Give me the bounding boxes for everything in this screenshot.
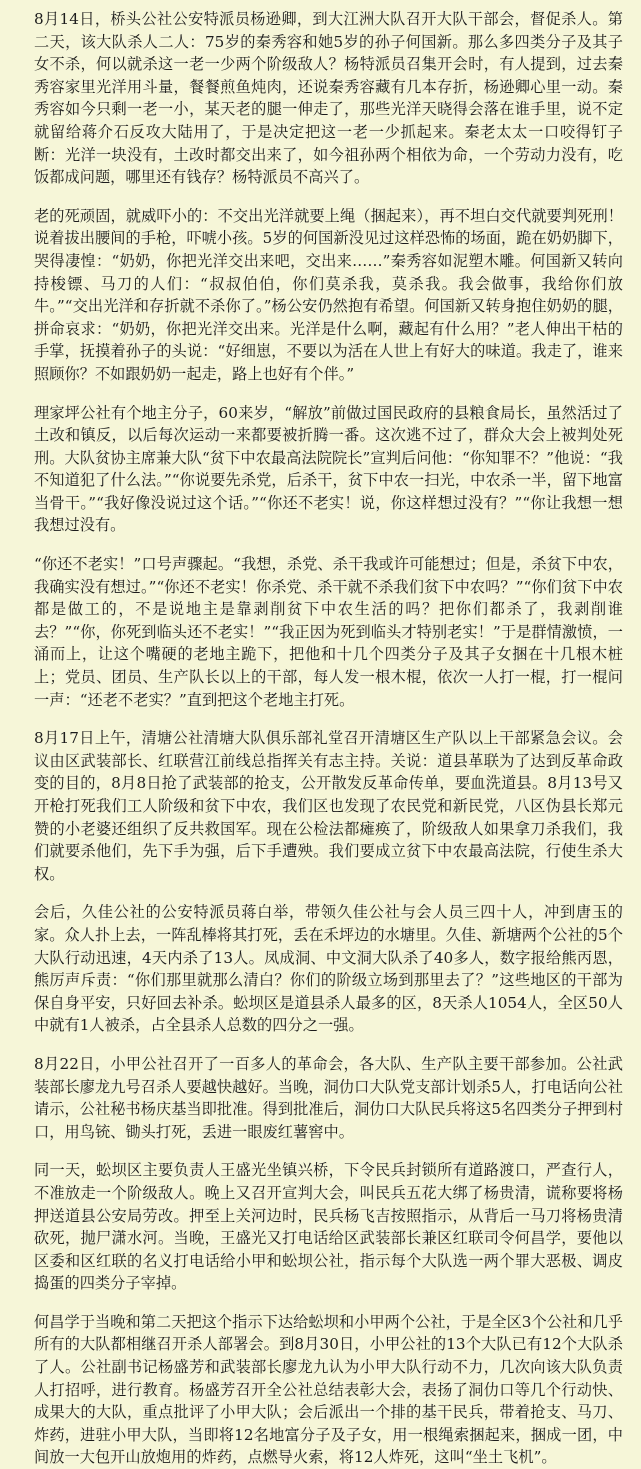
paragraph-2: 老的死顽固，就威吓小的：不交出光洋就要上绳（捆起来），再不坦白交代就要判死刑！说着拔出腰间的手枪，吓唬小孩。5岁的何国新没见过这样恐怖的场面，跪在奶奶脚下，哭得凄惶：“奶奶，你把光洋交出来吧，交出来……”秦秀容如泥塑木雕。何国新又转向持梭镖、马刀的人们：“叔叔伯伯，你们莫杀我，莫杀我。我会做事，我给你们放牛。”“交出光洋和存折就不杀你了。”杨公安仍然抱有希望。何国新又转身抱住奶奶的腿，拼命哀求：“奶奶，你把光洋交出来。光洋是什么啊，藏起有什么用？”老人伸出干枯的手掌，抚摸着孙子的头说：“好细崽，不要以为活在人世上有好大的味道。我走了，谁来照顾你？不如跟奶奶一起走，路上也好有个伴。” [34, 206, 623, 383]
paragraph-9: 何昌学于当晚和第二天把这个指示下达给蚣坝和小甲两个公社，于是全区3个公社和几乎所有的大队都相继召开杀人部署会。到8月30日，小甲公社的13个大队已有12个大队杀了人。公社副书记杨盛芳和武装部长廖龙九认为小甲大队行动不力，几次向该大队负责人打招呼，进行教育。杨盛芳召开全公社总结表彰大会，表扬了洞仂口等几个行动快、成果大的大队，重点批评了小甲大队；会后派出一个排的基干民兵，带着抢支、马刀、炸药，进驻小甲大队，当即将12名地富分子及子女，用一根绳索捆起来，捆成一团，中间放一大包开山放炮用的炸药，点燃导火索，将12人炸死，这叫“坐土飞机”。 [34, 1312, 623, 1467]
paragraph-8: 同一天，蚣坝区主要负责人王盛光坐镇兴桥，下令民兵封锁所有道路渡口，严查行人，不准放走一个阶级敌人。晚上又召开宣判大会，叫民兵五花大绑了杨贵清，谎称要将杨押送道县公安局劳改。押至上关河边时，民兵杨飞吉按照指示，从背后一马刀将杨贵清砍死，抛尸潇水河。当晚，王盛光又打电话给区武装部长兼区红联司令何昌学，要他以区委和区红联的名义打电话给小甲和蚣坝公社，指示每个大队选一两个罪大恶极、调皮捣蛋的四类分子宰掉。 [34, 1161, 623, 1293]
paragraph-6: 会后，久佳公社的公安特派员蒋白举，带领久佳公社与会人员三四十人，冲到唐玉的家。众人扑上去，一阵乱棒将其打死，丢在禾坪边的水塘里。久佳、新塘两个公社的5个大队行动迅速，4天内杀了13人。凤成洞、中文洞大队杀了40多人，数字报给熊丙恩，熊厉声斥责：“你们那里就那么清白？你们的阶级立场到那里去了？”这些地区的干部为保自身平安，只好回去补杀。蚣坝区是道县杀人最多的区，8天杀人1054人，全区50人中就有1人被杀，占全县杀人总数的四分之一强。 [34, 903, 623, 1035]
paragraph-4: “你还不老实！”口号声骤起。“我想，杀党、杀干我或许可能想过；但是，杀贫下中农，我确实没有想过。”“你还不老实！你杀党、杀干就不杀我们贫下中农吗？”“你们贫下中农都是做工的，不是说地主是靠剥削贫下中农生活的吗？把你们都杀了，我剥削谁去？”“你，你死到临头还不老实！”“我正因为死到临头才特别老实！”于是群情激愤，一涌而上，让这个嘴硬的老地主跪下，把他和十几个四类分子及其子女捆在十几根木桩上；党员、团员、生产队长以上的干部，每人发一根木棍，依次一人打一棍，打一棍问一声：“还老不老实？”直到把这个老地主打死。 [34, 555, 623, 709]
paragraph-1: 8月14日，桥头公社公安特派员杨逊卿，到大江洲大队召开大队干部会，督促杀人。第二天，该大队杀人二人：75岁的秦秀容和她5岁的孙子何国新。那么多四类分子及其子女不杀，何以就杀这一老一少两个阶级敌人？杨特派员召集开会时，有人提到，过去秦秀容家里光洋用斗量，餐餐煎鱼炖肉，还说秦秀容藏有几本存折，杨逊卿心里一动。秦秀容如今只剩一老一小，某天老的腿一伸走了，那些光洋天晓得会落在谁手里，说不定就留给蒋介石反攻大陆用了，于是决定把这一老一少抓起来。秦老太太一口咬得钉子断：光洋一块没有，土改时都交出来了，如今祖孙两个相依为命，一个劳动力没有，吃饭都成问题，哪里还有钱存？杨特派员不高兴了。 [34, 10, 623, 187]
paragraph-7: 8月22日，小甲公社召开了一百多人的革命会，各大队、生产队主要干部参加。公社武装部长廖龙九号召杀人要越快越好。当晚，洞仂口大队党支部计划杀5人，打电话向公社请示，公社秘书杨庆基当即批准。得到批准后，洞仂口大队民兵将这5名四类分子押到村口，用鸟铳、锄头打死，丢进一眼废红薯窖中。 [34, 1054, 623, 1141]
paragraph-5: 8月17日上午，清塘公社清塘大队俱乐部礼堂召开清塘区生产队以上干部紧急会议。会议由区武装部长、红联营江前线总指挥关有志主持。关说：道县革联为了达到反革命政变的目的，8月8日抢了武装部的抢支，公开散发反革命传单，要血洗道县。8月13号又开枪打死我们工人阶级和贫下中农，我们区也发现了农民党和新民党，八区伪县长郑元赞的小老婆还组织了反共救国军。现在公检法都瘫痪了，阶级敌人如果拿刀杀我们，我们就要杀他们，先下手为强，后下手遭殃。我们要成立贫下中农最高法院，行使生杀大权。 [34, 729, 623, 883]
paragraph-3: 理家坪公社有个地主分子，60来岁，“解放”前做过国民政府的县粮食局长，虽然活过了土改和镇反，以后每次运动一来都要被折腾一番。这次逃不过了，群众大会上被判处死刑。大队贫协主席兼大队“贫下中农最高法院院长”宣判后问他：“你知罪不？”他说：“我不知道犯了什么法。”“你说要先杀党，后杀干，贫下中农一扫光，中农杀一半，留下地富当骨干。”“我好像没说过这个话。”“你还不老实！说，你这样想过没有？”“你让我想一想我想过没有。 [34, 403, 623, 535]
